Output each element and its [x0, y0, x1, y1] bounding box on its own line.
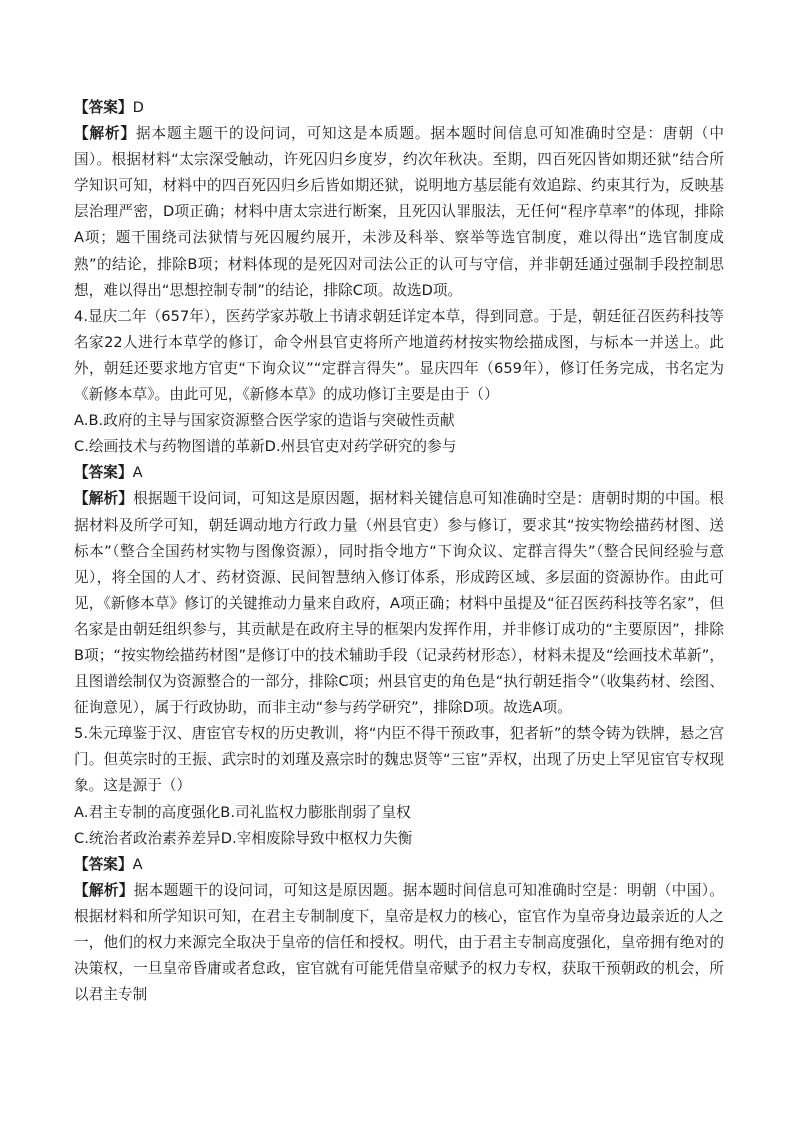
question-4-options-ab: A.B.政府的主导与国家资源整合医学家的造诣与突破性贡献	[74, 412, 455, 430]
analysis-paragraph	[74, 121, 724, 304]
answer-label: 【答案】	[74, 99, 133, 116]
document-body	[74, 95, 724, 1008]
question-5-stem: 5.朱元璋鉴于汉、唐宦官专权的历史教训，将“内臣不得干预政事，犯者斩”的禁令铸为铁牌，悬之宫门。但英宗时的王振、武宗时的刘瑾及熹宗时的魏忠贤等“三宦”弄权，出现了历史上罕见宦官专权现象。这是源于（）	[74, 725, 724, 795]
analysis-text: 据本题主题干的设问词，可知这是本质题。据本题时间信息可知准确时空是：唐朝（中国）。根据材料“太宗深受触动，许死囚归乡度岁，约次年秋决。至期，四百死囚皆如期还狱”结合所学知识可知，材料中的四百死囚归乡后皆如期还狱，说明地方基层能有效追踪、约束其行为，反映基层治理严密，D项正确；材料中唐太宗进行断案，且死囚认罪服法，无任何“程序草率”的体现，排除A项；题干围绕司法狱情与死囚履约展开，未涉及科举、察举等选官制度，难以得出“选官制度成熟”的结论，排除B项；材料体现的是死囚对司法公正的认可与守信，并非朝廷通过强制手段控制思想，难以得出“思想控制专制”的结论，排除C项。故选D项。	[74, 125, 725, 299]
answer-line	[74, 95, 724, 121]
question-4-analysis	[74, 486, 724, 721]
answer-value: A	[132, 855, 143, 873]
analysis-text: 据本题题干的设问词，可知这是原因题。据本题时间信息可知准确时空是：明朝（中国）。根据材料和所学知识可知，在君主专制制度下，皇帝是权力的核心，宦官作为皇帝身边最亲近的人之一，他们的权力来源完全取决于皇帝的信任和授权。明代，由于君主专制高度强化，皇帝拥有绝对的决策权，一旦皇帝昏庸或者怠政，宦官就有可能凭借皇帝赋予的权力专权，获取干预朝政的机会，所以君主专制	[74, 881, 724, 1004]
answer-value: A	[132, 464, 143, 482]
analysis-text: 根据题干设问词，可知这是原因题，据材料关键信息可知准确时空是：唐朝时期的中国。根据材料及所学可知，朝廷调动地方行政力量（州县官吏）参与修订，要求其“按实物绘描药材图、送标本”（整合全国药材实物与图像资源），同时指令地方“下询众议、定群言得失”（整合民间经验与意见），将全国的人才、药材资源、民间智慧纳入修订体系，形成跨区域、多层面的资源协作。由此可见，《新修本草》修订的关键推动力量来自政府，A项正确；材料中虽提及“征召医药科技等名家”，但名家是由朝廷组织参与，其贡献是在政府主导的框架内发挥作用，并非修订成功的“主要原因”，排除B项；“按实物绘描药材图”是修订中的技术辅助手段（记录药材形态），材料未提及“绘画技术革新”，且图谱绘制仅为资源整合的一部分，排除C项；州县官吏的角色是“执行朝廷指令”（收集药材、绘图、征询意见），属于行政协助，而非主动“参与药学研究”，排除D项。故选A项。	[74, 490, 724, 717]
question-5-answer-line	[74, 852, 724, 878]
answer-label: 【答案】	[74, 855, 133, 873]
analysis-label: 【解析】	[74, 125, 136, 143]
question-4-answer-line	[74, 460, 724, 486]
analysis-label: 【解析】	[74, 490, 134, 508]
question-5-analysis	[74, 878, 724, 1008]
answer-value: D	[132, 99, 144, 116]
question-5-options-cd: C.统治者政治素养差异D.宰相废除导致中枢权力失衡	[74, 829, 413, 847]
question-4-options-cd: C.绘画技术与药物图谱的革新D.州县官吏对药学研究的参与	[74, 438, 457, 456]
analysis-label: 【解析】	[74, 881, 134, 899]
question-4-stem: 4.显庆二年（657年），医药学家苏敬上书请求朝廷详定本草，得到同意。于是，朝廷征召医药科技等名家22人进行本草学的修订，命令州县官吏将所产地道药材按实物绘描成图，与标本一并送上。此外，朝廷还要求地方官吏“下询众议”“定群言得失”。显庆四年（659年），修订任务完成，书名定为《新修本草》。由此可见，《新修本草》的成功修订主要是由于（）	[74, 307, 724, 404]
question-5-options-ab: A.君主专制的高度强化B.司礼监权力膨胀削弱了皇权	[74, 803, 411, 821]
answer-label: 【答案】	[74, 464, 133, 482]
